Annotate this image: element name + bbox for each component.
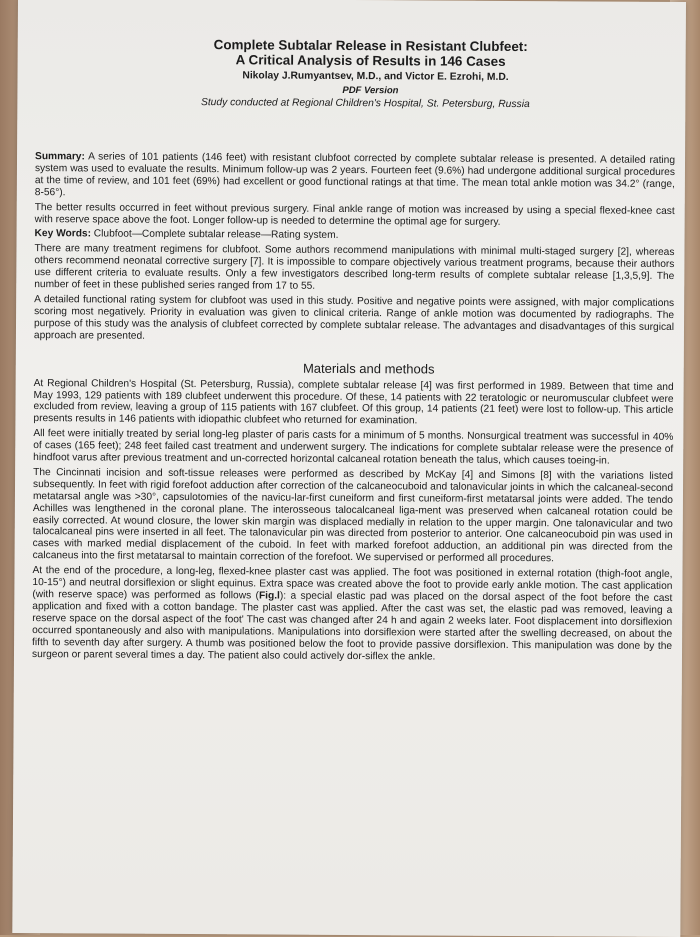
summary-paragraph-2: The better results occurred in feet without previous surgery. Final ankle range of motion was increased by using a special flexed-knee cast with reserve space above the foot. Longer follow-up is needed to determine the optimal age for surgery. (34, 201, 675, 228)
title-line-1: Complete Subtalar Release in Resistant Clubfeet: (213, 37, 528, 55)
keywords-label: Key Words: (34, 228, 92, 240)
keywords-text: Clubfoot—Complete subtalar release—Rating system. (90, 228, 339, 242)
methods-paragraph-4 (32, 565, 673, 664)
methods-p4-part-a: At the end of the procedure, a long-leg, flexed-knee plaster cast was applied. The foot was positioned in external rotation (thigh-foot angle, 10-15°) and neutral dorsiflexion or slight equinus. Extra space was created above the foot to provide early ankle motion. The cast application (with reserve space) was performed as follows ( (32, 565, 673, 602)
methods-paragraph-3: The Cincinnati incision and soft-tissue releases were performed as described by McKay [4] and Simons [8] with the variations listed subsequently. In feet with rigid forefoot adduction after correction of the calcaneocuboid and talonavicular joints in which the calcaneal-second metatarsal angle was >30°, capsulotomies of the navicu-lar-first cuneiform and first cuneiform-first metatarsal joints were added. The tendo Achilles was lengthened in the coronal plane. The interosseous talocalcaneal liga-ment was preserved when calcaneal rotation could be easily corrected. At wound closure, the lower skin margin was displaced medially in relation to the upper margin. One talonavicular and two talocalcaneal pins were inserted in all feet. The talonavicular pin was directed from posterior to anterior. One calcaneocuboid pin was used in cases with marked medial displacement of the cuboid. In feet with marked forefoot adduction, an additional pin was directed from the calcaneus into the first metatarsal to maintain correction of the forefoot. We supervised or performed all procedures. (32, 466, 674, 565)
figure-reference: Fig.l (258, 590, 280, 602)
title-line-2: A Critical Analysis of Results in 146 Cases (235, 52, 506, 69)
paper-content (32, 36, 676, 667)
pdf-version-label: PDF Version (342, 84, 399, 97)
summary-label: Summary: (35, 151, 85, 163)
intro-paragraph-1: There are many treatment regimens for clubfoot. Some authors recommend manipulations with minimal multi-staged surgery [2], whereas others recommend neonatal corrective surgery [7]. It is impossible to compare objectively various treatment programs, because their authors use different criteria to evaluate results. Only a few investigators described long-term results of complete subtalar release [1,3,5,9]. The number of feet in these published series ranged from 17 to 55. (34, 243, 675, 292)
paper-sheet (12, 0, 686, 937)
summary-text: A series of 101 patients (146 feet) with resistant clubfoot corrected by complete subtalar release is presented. A detailed rating system was used to evaluate the results. Minimum follow-up was 2 years. Fourteen feet (9.6%) had undergone additional surgical procedures at the time of review, and 101 feet (69%) had excellent or good functional ratings at that time. The mean total ankle motion was 34.2° (range, 8-56°). (34, 151, 676, 198)
keywords-paragraph (35, 229, 675, 245)
section-heading-methods: Materials and methods (302, 360, 435, 377)
study-location: Study conducted at Regional Children's Hospital, St. Petersburg, Russia (200, 97, 530, 111)
paper-title (36, 36, 676, 70)
authors: Nikolay J.Rumyantsev, M.D., and Victor E. Ezrohi, M.D. (242, 70, 509, 83)
methods-p4-part-b: ): a special elastic pad was placed on the dorsal aspect of the foot before the cast application and fixed with a cotton bandage. The plaster cast was applied. After the cast was set, the elastic pad was removed, leaving a reserve space on the dorsal aspect of the foot' The cast was changed after 24 h and again 2 weeks later. Foot displacement into dorsiflexion occurred spontaneously and also with manipulations. Manipulations into dorsiflexion were started after the swelling decreased, on about the fifth to seventh day after surgery. A thumb was positioned below the foot to provide passive dorsiflexion. This manipulation was done by the surgeon or parent several times a day. The patient also could actively dor-siflex the ankle. (31, 590, 673, 663)
methods-paragraph-2: All feet were initially treated by serial long-leg plaster of paris casts for a minimum of 5 months. Nonsurgical treatment was successful in 40% of cases (165 feet); 248 feet failed cast treatment and underwent surgery. The indications for complete subtalar release were the presence of hindfoot varus after previous treatment and un-corrected horizontal calcaneal rotation beneath the talus, which causes toeing-in. (33, 428, 674, 467)
methods-paragraph-1: At Regional Children's Hospital (St. Petersburg, Russia), complete subtalar release [4] was first performed in 1989. Between that time and May 1993, 129 patients with 189 clubfeet underwent this procedure. Of these, 14 patients with 22 teratologic or neuromuscular clubfeet were excluded from review, leaving a group of 115 patients with 167 clubfeet. Of this group, 14 patients (21 feet) were lost to follow-up. This article presents results in 146 patients with idiopathic clubfeet who returned for examination. (33, 377, 674, 427)
intro-paragraph-2: A detailed functional rating system for clubfoot was used in this study. Positive and negative points were assigned, with major complications scoring most negatively. Priority in evaluation was given to clinical criteria. Range of ankle motion was documented by radiographs. The purpose of this study was the analysis of clubfeet corrected by complete subtalar release. The advantages and disadvantages of this surgical approach are presented. (33, 294, 675, 342)
article-body (32, 151, 675, 664)
summary-paragraph (35, 151, 675, 203)
